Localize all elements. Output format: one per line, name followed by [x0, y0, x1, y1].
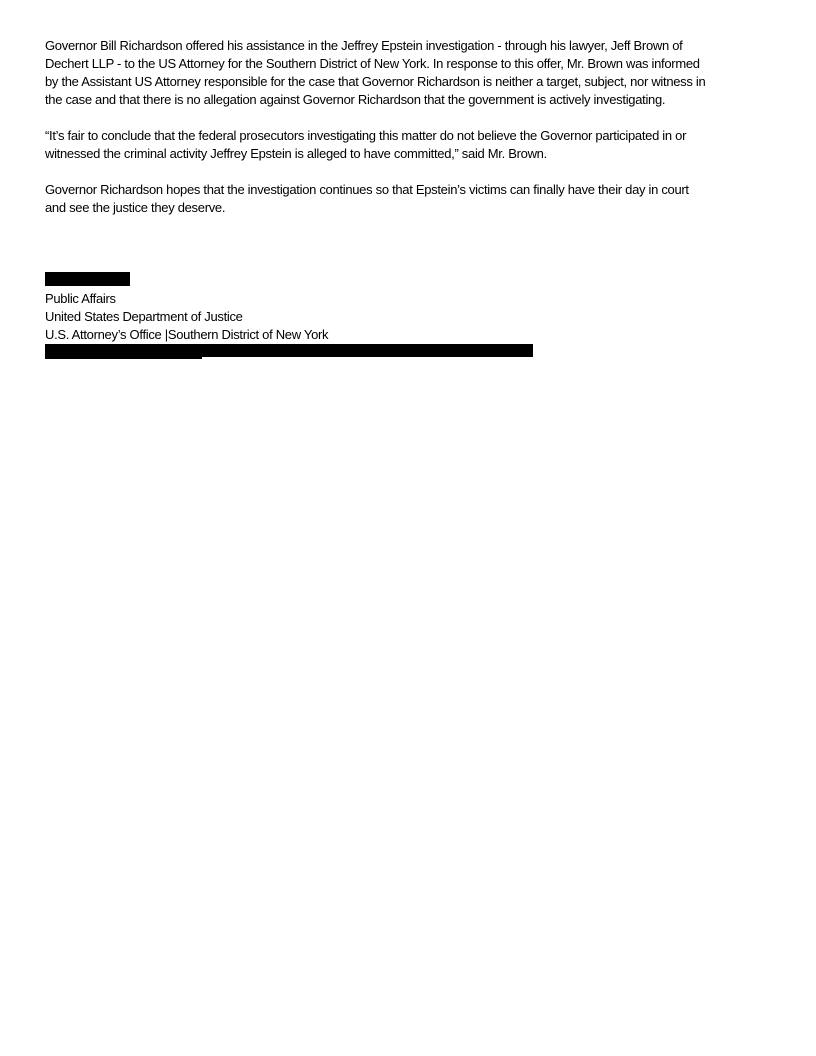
redaction-bar-name — [45, 272, 130, 286]
signature-line-department: United States Department of Justice — [45, 309, 243, 324]
paragraph-1-line: Dechert LLP - to the US Attorney for the Southern District of New York. In response to this offer, Mr. Brown was informed — [45, 56, 700, 71]
signature-block — [45, 272, 771, 359]
paragraph-3-line: Governor Richardson hopes that the investigation continues so that Epstein’s victims can finally have their day in court — [45, 182, 689, 197]
paragraph-3 — [45, 181, 771, 217]
redaction-bar-contact-left — [45, 344, 202, 359]
document-body — [45, 37, 771, 359]
redaction-bar-contact — [45, 344, 771, 359]
redaction-bar-contact-right — [202, 344, 533, 357]
paragraph-2-line: witnessed the criminal activity Jeffrey Epstein is alleged to have committed,” said Mr. Brown. — [45, 146, 547, 161]
paragraph-2-line: “It’s fair to conclude that the federal prosecutors investigating this matter do not believe the Governor participated in or — [45, 128, 687, 143]
paragraph-1-line: Governor Bill Richardson offered his assistance in the Jeffrey Epstein investigation - through his lawyer, Jeff Brown of — [45, 38, 683, 53]
paragraph-1 — [45, 37, 771, 109]
signature-line-district: U.S. Attorney’s Office |Southern District of New York — [45, 327, 329, 342]
paragraph-1-line: the case and that there is no allegation against Governor Richardson that the government is actively investigating. — [45, 92, 666, 107]
paragraph-1-line: by the Assistant US Attorney responsible for the case that Governor Richardson is neither a target, subject, nor witness in — [45, 74, 706, 89]
paragraph-3-line: and see the justice they deserve. — [45, 200, 226, 215]
paragraph-2 — [45, 127, 771, 163]
signature-line-office: Public Affairs — [45, 291, 116, 306]
